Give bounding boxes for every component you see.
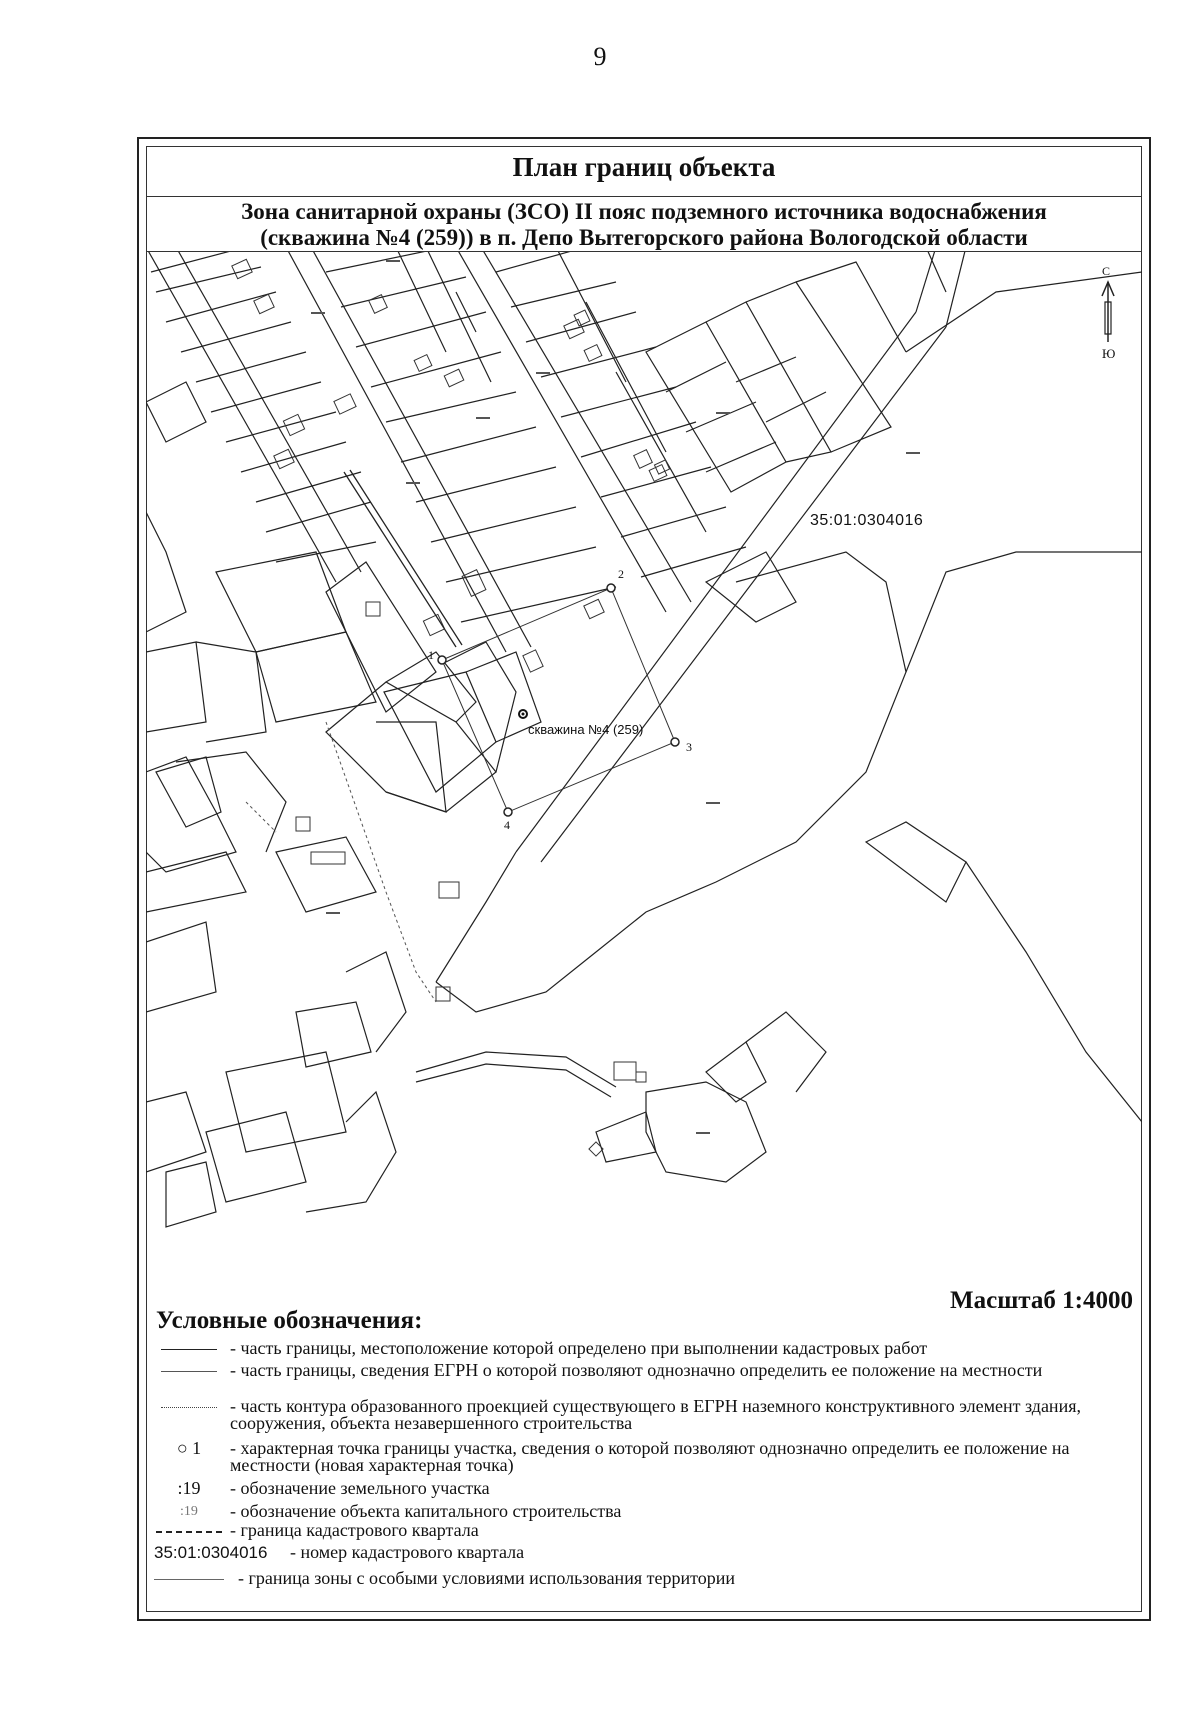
parcel-line [706, 1042, 766, 1102]
zone-point [504, 808, 512, 816]
building-outline [584, 599, 604, 618]
legend-symbol-point: ○ 1 [176, 1438, 202, 1458]
well-marker-center [522, 713, 525, 716]
cadastral-map-drawing [146, 252, 1142, 1270]
subtitle-line-2: (скважина №4 (259)) в п. Депо Вытегорского района Вологодской области [260, 225, 1028, 250]
parcel-line [306, 1092, 396, 1212]
parcel-line [146, 642, 206, 732]
parcel-line [496, 252, 746, 577]
legend-symbol-solid-line [150, 1340, 228, 1357]
parcel-line [326, 562, 436, 712]
building-outline [369, 295, 388, 314]
cadastral-map [146, 252, 1142, 1270]
parcel-line [926, 252, 946, 292]
parcel-line [176, 752, 286, 852]
building-outline [439, 882, 459, 898]
parcel-line [146, 757, 236, 872]
zone-boundary [442, 588, 675, 812]
parcel-line [436, 852, 516, 982]
page-number: 9 [593, 42, 607, 71]
plan-title: План границ объекта [512, 152, 776, 182]
building-outline [523, 650, 543, 672]
parcel-line [146, 1092, 206, 1172]
parcel-line [196, 642, 266, 742]
parcel-line [906, 552, 1142, 672]
legend-symbol-parcel-number: :19 [177, 1478, 201, 1498]
parcel-line [746, 282, 891, 452]
subtitle-line-1: Зона санитарной охраны (ЗСО) II пояс подземного источника водоснабжения [241, 199, 1047, 224]
parcel-line [156, 757, 221, 827]
building-outline [636, 1072, 646, 1082]
parcel-line [276, 837, 376, 912]
parcel-line [436, 552, 906, 1012]
parcel-line [666, 357, 826, 472]
legend-title: Условные обозначения: [156, 1307, 423, 1334]
road-line [416, 1064, 611, 1097]
parcel-line [146, 382, 206, 442]
parcel-line [146, 852, 246, 912]
building-outline [584, 345, 602, 362]
parcel-number-mark [406, 482, 420, 484]
parcel-line [296, 1002, 371, 1067]
parcel-line [151, 252, 346, 472]
legend-text: - часть границы, местоположение которой определено при выполнении кадастровых работ [230, 1338, 928, 1358]
parcel-line [216, 552, 346, 652]
parcel-line [396, 252, 491, 382]
legend-text: - обозначение земельного участка [230, 1478, 490, 1498]
legend-text: - характерная точка границы участка, сведения о которой позволяют однозначно определить ее положение на местности (новая характерная точка) [230, 1438, 1070, 1475]
parcel-line [556, 252, 706, 532]
building-outline [311, 852, 345, 864]
building-outline [574, 310, 590, 326]
map-scale: Масштаб 1:4000 [950, 1287, 1133, 1314]
road-line [946, 252, 966, 327]
building-outline [436, 987, 450, 1001]
building-outline [414, 355, 432, 372]
parcel-line [146, 922, 216, 1012]
title-divider [146, 196, 1142, 197]
point-label-2: 2 [618, 567, 624, 581]
parcel-number-mark [706, 802, 720, 804]
parcel-line [706, 552, 796, 622]
building-outline [589, 1142, 603, 1156]
building-outline [366, 602, 380, 616]
legend-symbol-thin-line [150, 1362, 228, 1379]
parcel-line [596, 1112, 656, 1162]
legend-text: - номер кадастрового квартала [290, 1542, 525, 1562]
cadastral-quarter-label: 35:01:0304016 [810, 512, 924, 529]
legend-text: - часть границы, сведения ЕГРН о которой позволяют однозначно определить ее положение на местности [230, 1360, 1043, 1380]
projection-line [246, 802, 276, 832]
legend-text: - часть контура образованного проекцией существующего в ЕГРН наземного конструктивного элемент здания, сооружения, объекта незавершенного строительства [230, 1396, 1081, 1433]
zone-point [607, 584, 615, 592]
building-outline [634, 450, 653, 469]
parcel-line [256, 632, 376, 722]
legend-symbol-building-number: :19 [180, 1504, 198, 1519]
legend-symbol-quarter-number: 35:01:0304016 [154, 1543, 268, 1562]
building-outline [274, 449, 294, 468]
parcel-line [146, 512, 186, 632]
parcel-number-mark [906, 452, 920, 454]
parcel-number-mark [326, 912, 340, 914]
parcel-line [746, 1012, 826, 1092]
building-outline [614, 1062, 636, 1080]
street-line [311, 252, 531, 647]
parcel-number-mark [311, 312, 325, 314]
parcel-line [226, 1052, 346, 1152]
parcel-line [326, 682, 496, 812]
building-outline [296, 817, 310, 831]
compass-north-label: С [1102, 264, 1111, 278]
point-label-1: 1 [428, 648, 434, 662]
parcel-line [646, 322, 786, 492]
legend-text: - граница кадастрового квартала [230, 1520, 479, 1540]
parcel-number-mark [386, 260, 400, 262]
building-outline [444, 369, 464, 387]
compass-south-label: Ю [1102, 346, 1116, 361]
road-line [916, 252, 936, 312]
building-outline [334, 394, 356, 414]
parcel-line [256, 472, 376, 562]
legend-symbol-dashed-line [150, 1522, 228, 1539]
parcel-line [206, 1112, 306, 1202]
zone-point [671, 738, 679, 746]
legend-text: - граница зоны с особыми условиями использования территории [238, 1568, 735, 1588]
road-line [516, 312, 916, 852]
point-label-4: 4 [504, 818, 510, 832]
zone-point [438, 656, 446, 664]
pipeline-line [350, 470, 462, 645]
parcel-number-mark [716, 412, 730, 414]
parcel-line [866, 822, 966, 902]
parcel-number-mark [696, 1132, 710, 1134]
point-label-3: 3 [686, 740, 692, 754]
well-label: скважина №4 (259) [528, 722, 644, 737]
plan-subtitle [146, 199, 1142, 251]
legend-text: - обозначение объекта капитального строительства [230, 1501, 622, 1521]
street-line [176, 252, 361, 572]
parcel-number-mark [476, 417, 490, 419]
parcel-line [376, 722, 446, 812]
parcel-line [166, 1162, 216, 1227]
parcel-line [966, 862, 1142, 1122]
street-line [456, 252, 666, 612]
building-outline [232, 259, 252, 278]
legend-symbol-dotted-line [150, 1398, 228, 1415]
projection-line [326, 722, 436, 1002]
parcel-line [706, 302, 831, 462]
legend-symbol-zone-line [150, 1570, 228, 1587]
pipeline-line [344, 472, 456, 647]
parcel-number-mark [536, 372, 550, 374]
